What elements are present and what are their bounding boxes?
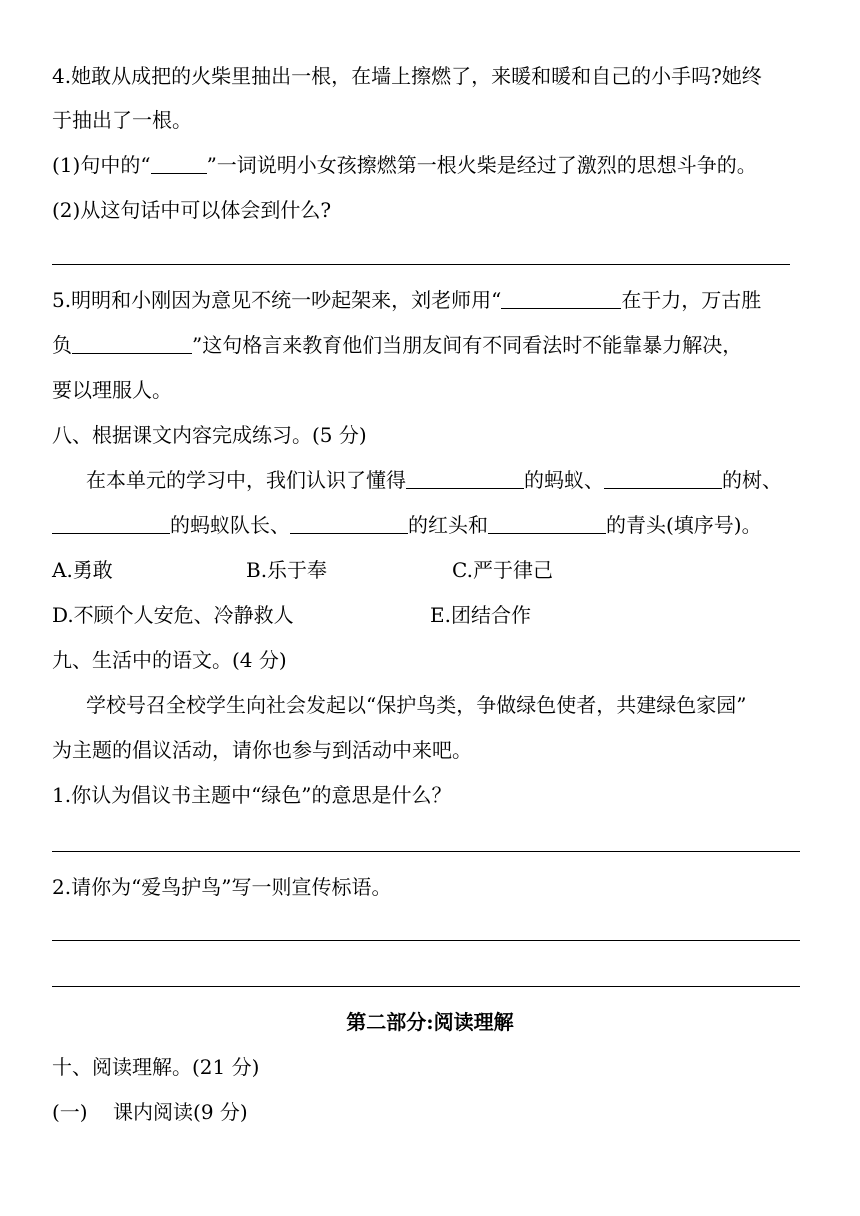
section-8-blank-5[interactable] [488, 511, 606, 534]
q5-line-2 [52, 331, 742, 359]
q4-sub-1-before: (1)句中的“ [52, 153, 151, 177]
q5-line-1-before: 5.明明和小刚因为意见不统一吵起架来，刘老师用“ [52, 288, 502, 312]
q5-line-3: 要以理服人。 [52, 378, 172, 402]
option-e: E.团结合作 [430, 603, 531, 627]
q4-sub-2: (2)从这句话中可以体会到什么? [52, 198, 332, 222]
q4-sub-1-after: ”一词说明小女孩擦燃第一根火柴是经过了激烈的思想斗争的。 [206, 153, 757, 177]
q5-line-2-after: ”这句格言来教育他们当朋友间有不同看法时不能靠暴力解决， [192, 333, 743, 357]
section-9-q2-answer-line-2[interactable] [52, 986, 800, 987]
q4-answer-line[interactable] [52, 264, 790, 265]
part-2-title: 第二部分:阅读理解 [346, 1010, 514, 1034]
section-10-heading: 十、阅读理解。(21 分) [52, 1055, 260, 1079]
section-8-blank-3[interactable] [52, 511, 170, 534]
section-9-question-1: 1.你认为倡议书主题中“绿色”的意思是什么？ [52, 783, 452, 807]
section-8-blank-4[interactable] [290, 511, 408, 534]
option-c: C.严于律己 [452, 558, 553, 582]
section-9-question-2: 2.请你为“爱鸟护鸟”写一则宣传标语。 [52, 875, 392, 899]
section-8-p1-a: 在本单元的学习中，我们认识了懂得 [86, 468, 406, 492]
section-9-para-2: 为主题的倡议活动，请你也参与到活动中来吧。 [52, 738, 472, 762]
section-8-p2-c: 的青头(填序号)。 [606, 513, 762, 537]
section-8-blank-2[interactable] [604, 466, 722, 489]
q5-line-1 [52, 286, 761, 314]
q4-sub-1-blank[interactable] [151, 151, 207, 174]
section-8-para-1 [86, 466, 782, 494]
section-10-sub-1: (一) 课内阅读(9 分) [52, 1100, 248, 1124]
q5-blank-1[interactable] [501, 286, 621, 309]
section-9-para-1: 学校号召全校学生向社会发起以“保护鸟类，争做绿色使者，共建绿色家园” [86, 693, 747, 717]
option-a: A.勇敢 [52, 558, 113, 582]
section-8-p2-b: 的红头和 [408, 513, 488, 537]
section-8-p2-a: 的蚂蚁队长、 [170, 513, 290, 537]
q4-sub-1 [52, 151, 757, 179]
section-9-q1-answer-line[interactable] [52, 851, 800, 852]
option-b: B.乐于奉 [246, 558, 328, 582]
section-8-p1-b: 的蚂蚁、 [524, 468, 604, 492]
section-8-para-2 [52, 511, 762, 539]
section-8-blank-1[interactable] [406, 466, 524, 489]
q5-line-1-after: 在于力，万古胜 [621, 288, 762, 312]
q5-blank-2[interactable] [72, 331, 192, 354]
section-9-heading: 九、生活中的语文。(4 分) [52, 648, 287, 672]
q4-line-1: 4.她敢从成把的火柴里抽出一根，在墙上擦燃了，来暖和暖和自己的小手吗?她终 [52, 64, 762, 88]
q5-line-2-before: 负 [52, 333, 72, 357]
section-8-p1-c: 的树、 [722, 468, 782, 492]
q4-line-2: 于抽出了一根。 [52, 108, 192, 132]
option-d: D.不顾个人安危、冷静救人 [52, 603, 294, 627]
section-8-heading: 八、根据课文内容完成练习。(5 分) [52, 423, 367, 447]
section-9-q2-answer-line-1[interactable] [52, 940, 800, 941]
